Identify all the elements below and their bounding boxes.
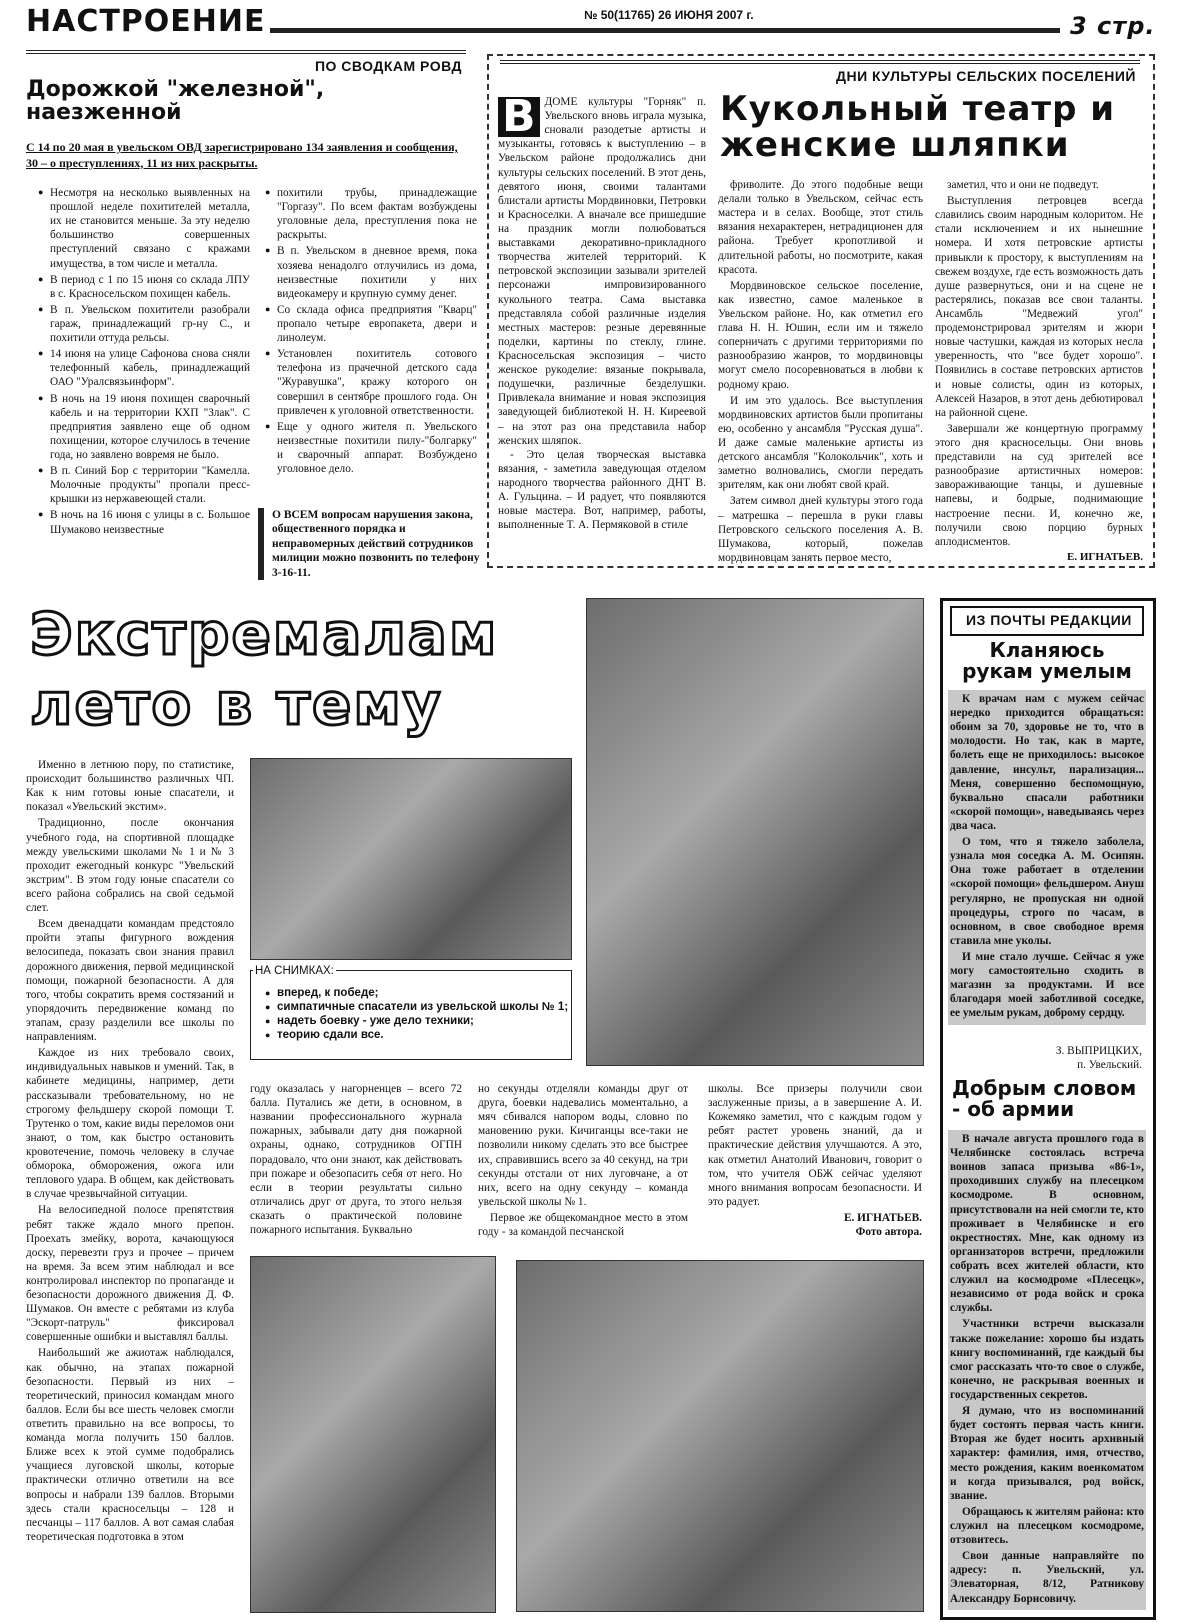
crime-item: ● В п. Увельском в дневное время, пока хозяева ненадолго отлучились из дома, неизвестные похитили у них видеокамеру и крупную сумму денег. — [277, 244, 477, 300]
mail-text: Свои данные направляйте по адресу: п. Увельский, ул. Элеваторная, 8/12, Ратникову Александру Борисовичу. — [950, 1550, 1144, 1605]
crime-item: ● 14 июня на улице Сафонова снова сняли телефонный кабель, принадлежащий ОАО "Уралсвязьинформ". — [50, 347, 250, 389]
caption-item: ● вперед, к победе; — [277, 987, 577, 999]
photo-rescuers-with-bike — [586, 598, 924, 1066]
extreme-text: но секунды отделяли команды друг от друга, боевки надевались моментально, а мяч сбивался напором воды, словно по мановению руки. Кичиганцы все-таки не позволили никому сделать это все быстрее их, справившись всего за 40 секунд, на три секунды отстали от них луговчане, а от них, всего на одну секунду – команда увельской школы № 1. — [478, 1083, 688, 1208]
extreme-text: Всем двенадцати командам предстояло пройти этапы фигурного вождения велосипеда, показать свои знания правил дорожного движения, первой медицинской помощи, пожарной безопасности. А для того, чтобы сократить время состязаний и упорядочить передвижение команд по этапам, сразу разделили все школы по направлениям. — [26, 918, 234, 1044]
extreme-col-2 — [250, 1082, 462, 1239]
caption-item: ● симпатичные спасатели из увельской школы № 1; — [277, 1001, 577, 1013]
crime-lead: С 14 по 20 мая в увельском ОВД зарегистрировано 134 заявления и сообщения, 30 – о преступлениях, 11 из них раскрыты. — [26, 140, 458, 170]
culture-text: ДОМЕ культуры "Горняк" п. Увельского вновь играла музыка, сновали разодетые артисты и музыканты, готовясь к выступлению – в Увельском районе продолжались дни культуры сельских поселений. В этот день, девятого июня, своими талантами блистали артисты Мордвиновки, Петровки и Красноселки. А вначале все пришедшие на праздник могли полюбоваться выставками декоративно-прикладного творчества жителей территорий. К петровской экспозиции зазывали зрителей персонажи импровизированного кукольного театра. Сама выставка представляла собой различные изделия местных мастеров: резные деревянные поделки, картины по стеклу, глине. Красносельская экспозиция – чисто женское рукоделие: вязаные покрывала, подушечки, различные безделушки. Привлекала внимание и новая экспозиция заведующей библиотекой Н. Н. Киреевой – на этот раз она представила набор женских шляпок. — [498, 96, 706, 447]
extreme-col-1 — [26, 758, 234, 1546]
issue-info: № 50(11765) 26 ИЮНЯ 2007 г. — [584, 8, 754, 22]
mail-headline-2: Добрым словом - об армии — [952, 1076, 1137, 1121]
extreme-headline-line2: лето в тему — [30, 670, 443, 738]
extreme-signature: Е. ИГНАТЬЕВ. — [843, 1211, 922, 1224]
crime-item: ● похитили трубы, принадлежащие "Горгазу". По всем фактам возбуждены уголовные дела, преступления пока не раскрыты. — [277, 186, 477, 242]
mail-text: Участники встречи высказали также пожелание: хорошо бы издать книгу воспоминаний, где каждый бы смог рассказать что-то свое о службе, конечно, не раскрывая военных и государственных секретов. — [950, 1318, 1144, 1401]
masthead-rule — [270, 28, 1060, 33]
culture-signature: Е. ИГНАТЬЕВ. — [1067, 550, 1143, 563]
photo-running-kids — [250, 758, 572, 960]
culture-col-3 — [935, 178, 1143, 565]
crime-item: ● Несмотря на несколько выявленных на прошлой неделе похитителей металла, их не становится меньше. За эту неделю большинство совершенных преступлений связано с кражами имущества, в том числе и металла. — [50, 186, 250, 271]
culture-text: фриволите. До этого подобные вещи делали только в Увельском, сейчас есть мастера и в селах. Вообще, этот стиль вязания нехарактерен, нетрадиционен для района. Требует кропотливой и длительной работы, но посмотрите, какая красота. — [718, 179, 923, 276]
mail-signature-1 — [948, 1044, 1142, 1072]
section-title: НАСТРОЕНИЕ — [26, 4, 266, 39]
crime-kicker-rule — [26, 50, 466, 74]
mail-kicker: ИЗ ПОЧТЫ РЕДАКЦИИ — [962, 612, 1136, 628]
drop-cap: В — [498, 97, 540, 137]
page-number: 3 стр. — [1070, 12, 1156, 40]
photo-boy-in-helmet — [250, 1256, 496, 1613]
extreme-text: Наибольший же ажиотаж наблюдался, как обычно, на этапах пожарной безопасности. Первый из них – теоретический, приносил командам много баллов. Если бы все шесть человек смогли ответить правильно на все вопросы, то команда могла получить 150 баллов. Ближе всех к этой сумме подобрались учащиеся луговской школы, которые практически отлично ответили на все вопросы и набрали 139 баллов. Вторыми здесь стали красносельцы – 128 и песчанцы – 117 баллов. А вот самая слабая теоретическая подготовка в этом — [26, 1347, 234, 1543]
mail-text: Я думаю, что из воспоминаний будет состоять первая часть книги. Вторая же будет носить архивный характер: фамилия, имя, отчество, место рождения, каким военкоматом и когда призывался, род войск, звание. — [950, 1405, 1144, 1502]
extreme-col-3 — [478, 1082, 688, 1241]
extreme-text: Каждое из них требовало своих, индивидуальных навыков и умений. Так, в кабинете медицины, например, дети рассказывали требовательному, но не строгому фельдшеру скорой помощи Т. Трутенко о том, какие виды переломов они знают, о том, как быстро остановить кровотечение, помочь человеку в случае обморока, обморожения, ожога или теплового удара. В общем, как действовать в случае чрезвычайной ситуации. — [26, 1047, 234, 1201]
extreme-text: Именно в летнюю пору, по статистике, происходит большинство различных ЧП. Как к ним готовы юные спасатели, и показал «Увельский экстим». — [26, 759, 234, 814]
crime-list-1 — [38, 186, 250, 539]
captions-title: НА СНИМКАХ: — [255, 965, 334, 977]
crime-item: ● В период с 1 по 15 июня со склада ЛПУ в с. Красносельском похищен кабель. — [50, 273, 250, 301]
crime-phone-note: О ВСЕМ вопросам нарушения закона, общественного порядка и неправомерных действий сотрудников милиции можно позвонить по телефону 3-16-11. — [258, 508, 482, 580]
culture-col-1 — [498, 91, 706, 534]
crime-item: ● Еще у одного жителя п. Увельского неизвестные похитили пилу-"болгарку" и сварочный аппарат. Возбуждено уголовное дело. — [277, 420, 477, 476]
extreme-photo-credit: Фото автора. — [855, 1226, 922, 1239]
extreme-text: Традиционно, после окончания учебного года, на спортивной площадке между увельскими школами № 1 и № 3 проходит ежегодный конкурс "Увельский экстрим". В этом году юные спасатели со всего района собрались на свой седьмой слет. — [26, 817, 234, 915]
crime-item: ● Установлен похититель сотового телефона из прачечной детского сада "Журавушка", кражу которого он совершил в сентябре прошлого года. Он привлечен к уголовной ответственности. — [277, 347, 477, 418]
culture-text: Выступления петровцев всегда славились своим народным колоритом. Не стали исключением и их нынешние номера. И хотя петровские артисты привыкли к простору, к выступлениям на свежем воздухе, где есть возможность дать душе развернуться, они и на сцене не растерялись, показав все свои таланты. Ансамбль "Медвежий угол" продемонстрировал зрителям и жюри новые частушки, каждая из которых несла уверенность, что "все будет хорошо". Появились в составе петровских артистов и новые солисты, один из которых, Алексей Назаров, в этот день дебютировал на районной сцене. — [935, 195, 1143, 419]
mail-text: В начале августа прошлого года в Челябинске состоялась встреча воинов запаса призыва «86-1», проходивших службу на плесецком космодроме. В основном, присутствовали на ней смогли те, кто проживает в Челябинске и его окрестностях. Мне, как одному из организаторов встречи, предложили собрать всех жителей области, кто служил на космодроме «Плесецк», независимо от рода войск и срока службы. — [950, 1133, 1144, 1315]
crime-item: ● В п. Увельском похитители разобрали гараж, принадлежащий гр-ну С., и похитили оттуда рельсы. — [50, 303, 250, 345]
mail-letter-2 — [948, 1130, 1146, 1610]
mail-sig-place: п. Увельский. — [1077, 1059, 1142, 1072]
crime-item: ● В ночь на 16 июня с улицы в с. Большое Шумаково неизвестные — [50, 508, 250, 536]
culture-text: - Это целая творческая выставка вязания, - заметила заведующая отделом народного творчества районного ДНТ В. А. Гульцина. – И радует, что появляются новые мастера. Вот, например, работы, выполненные Т. А. Пермяковой в стиле — [498, 448, 706, 532]
mail-text: К врачам нам с мужем сейчас нередко приходится обращаться: обоим за 70, здоровье не то, что в молодости. Но так, как в марте, болеть еще не приходилось: высокое давление, инсульт, парализация... Меня, совершенно беспомощную, буквально спасали работники «скорой помощи», наведываясь через два часа. — [950, 693, 1144, 832]
photo-theory-test — [516, 1260, 924, 1612]
culture-kicker-rule — [500, 60, 1140, 82]
caption-item: ● теорию сдали все. — [277, 1029, 577, 1041]
mail-text: Обращаюсь к жителям района: кто служил на плесецком космодроме, отзовитесь. — [950, 1505, 1144, 1547]
extreme-col-4 — [708, 1082, 922, 1239]
extreme-text: школы. Все призеры получили свои заслуженные призы, а в завершение А. И. Кожемяко заметил, что с каждым годом у ребят растет уровень знаний, да и практические действия улучшаются. А это, как отметил Анатолий Иванович, говорит о том, что учителя ОБЖ сейчас уделяют много внимания вопросам безопасности. И это радует. — [708, 1083, 922, 1208]
mail-text: И мне стало лучше. Сейчас я уже могу самостоятельно сходить в магазин за продуктами. И все благодаря моей заботливой соседке, ее умелым рукам, доброму сердцу. — [950, 950, 1144, 1020]
crime-item: ● В п. Синий Бор с территории "Камелла. Молочные продукты" пропали пресс-крышки из нержавеющей стали. — [50, 464, 250, 506]
extreme-text: На велосипедной полосе препятствия ребят также ждало много препон. Проехать змейку, ворота, качающуюся доску, перевезти груз и прочее – причем на время. За всем этим наблюдал и все контролировал инспектор по пропаганде и безопасности дорожного движения Д. Ф. Шумаков. Он вместе с ребятами из клуба "Эскорт-патруль" фиксировал совершенные ошибки и выставлял баллы. — [26, 1204, 234, 1344]
mail-letter-1 — [948, 690, 1146, 1025]
culture-col-2 — [718, 178, 923, 567]
extreme-headline-line1: Экстремалам — [30, 600, 499, 668]
crime-kicker: ПО СВОДКАМ РОВД — [311, 58, 466, 74]
culture-text: Мордвиновское сельское поселение, как известно, самое маленькое в Увельском районе. Но, как отметил его глава Н. Н. Юшин, если им и тяжело соперничать с другими территориями по разнообразию жанров, то мордвиновцы могут смело посоревноваться в любви к родному краю. — [718, 279, 923, 391]
mail-kicker-box — [950, 606, 1144, 636]
culture-kicker: ДНИ КУЛЬТУРЫ СЕЛЬСКИХ ПОСЕЛЕНИЙ — [832, 68, 1140, 84]
mail-headline-1: Кланяюсь рукам умелым — [962, 638, 1132, 683]
culture-text: И им это удалось. Все выступления мордвиновских артистов были пропитаны ею, особенно у ансамбля "Русская душа". И даже самые маленькие артисты из детского ансамбля "Колокольчик", хоть и заметно волновались, смогли передать зрителям, как они любят свой край. — [718, 394, 923, 492]
crime-list-2 — [265, 186, 477, 478]
crime-headline: Дорожкой "железной", наезженной — [26, 77, 325, 126]
extreme-text: году оказалась у нагорненцев – всего 72 балла. Путались же дети, в основном, в названии профессионального журнала пожарных, забывали дату дня пожарной охраны, однако, сотрудников ОГПН порадовало, что они знают, как действовать при пожаре и обезопасить себя от него. Но если в теории результаты сильно отличались друг от друга, то этого нельзя сказать о практической половине пожарного испытания. Буквально — [250, 1083, 462, 1237]
extreme-text: Первое же общекомандное место в этом году - за командой песчанской — [478, 1211, 688, 1239]
culture-text: Затем символ дней культуры этого года – матрешка – перешла в руки главы Петровского сельского поселения А. В. Шумакова, который, пожелав мордвиновцам занять первое место, — [718, 495, 923, 564]
culture-text: Завершали же концертную программу этого дня красносельцы. Они вновь представили на суд зрителей все разнообразие артистичных номеров: завораживающие танцы, и душевные напевы, и бодрые, поднимающие настроение песни. И, конечно же, получили свою порцию бурных аплодисментов. — [935, 422, 1143, 548]
mail-text: О том, что я тяжело заболела, узнала моя соседка А. М. Осипян. Она тоже работает в отделении «скорой помощи» фельдшером. Ануш регулярно, не пропуская ни одной процедуры, строго по часам, в основном, в свое свободное время ставила мне уколы. — [950, 836, 1144, 947]
caption-item: ● надеть боевку - уже дело техники; — [277, 1015, 577, 1027]
mail-sig-name: З. ВЫПРИЦКИХ, — [1055, 1045, 1142, 1057]
photo-captions — [250, 965, 572, 1060]
culture-text: заметил, что и они не подведут. — [947, 179, 1099, 191]
crime-item: ● Со склада офиса предприятия "Кварц" пропало четыре европакета, двери и линолеум. — [277, 303, 477, 345]
culture-headline: Кукольный театр и женские шляпки — [720, 89, 1116, 165]
crime-item: ● В ночь на 19 июня похищен сварочный кабель и на территории КХП "Злак". С предприятия заявлено еще об одном похищении, которое случилось в течение года, но заявлено вовремя не было. — [50, 392, 250, 463]
